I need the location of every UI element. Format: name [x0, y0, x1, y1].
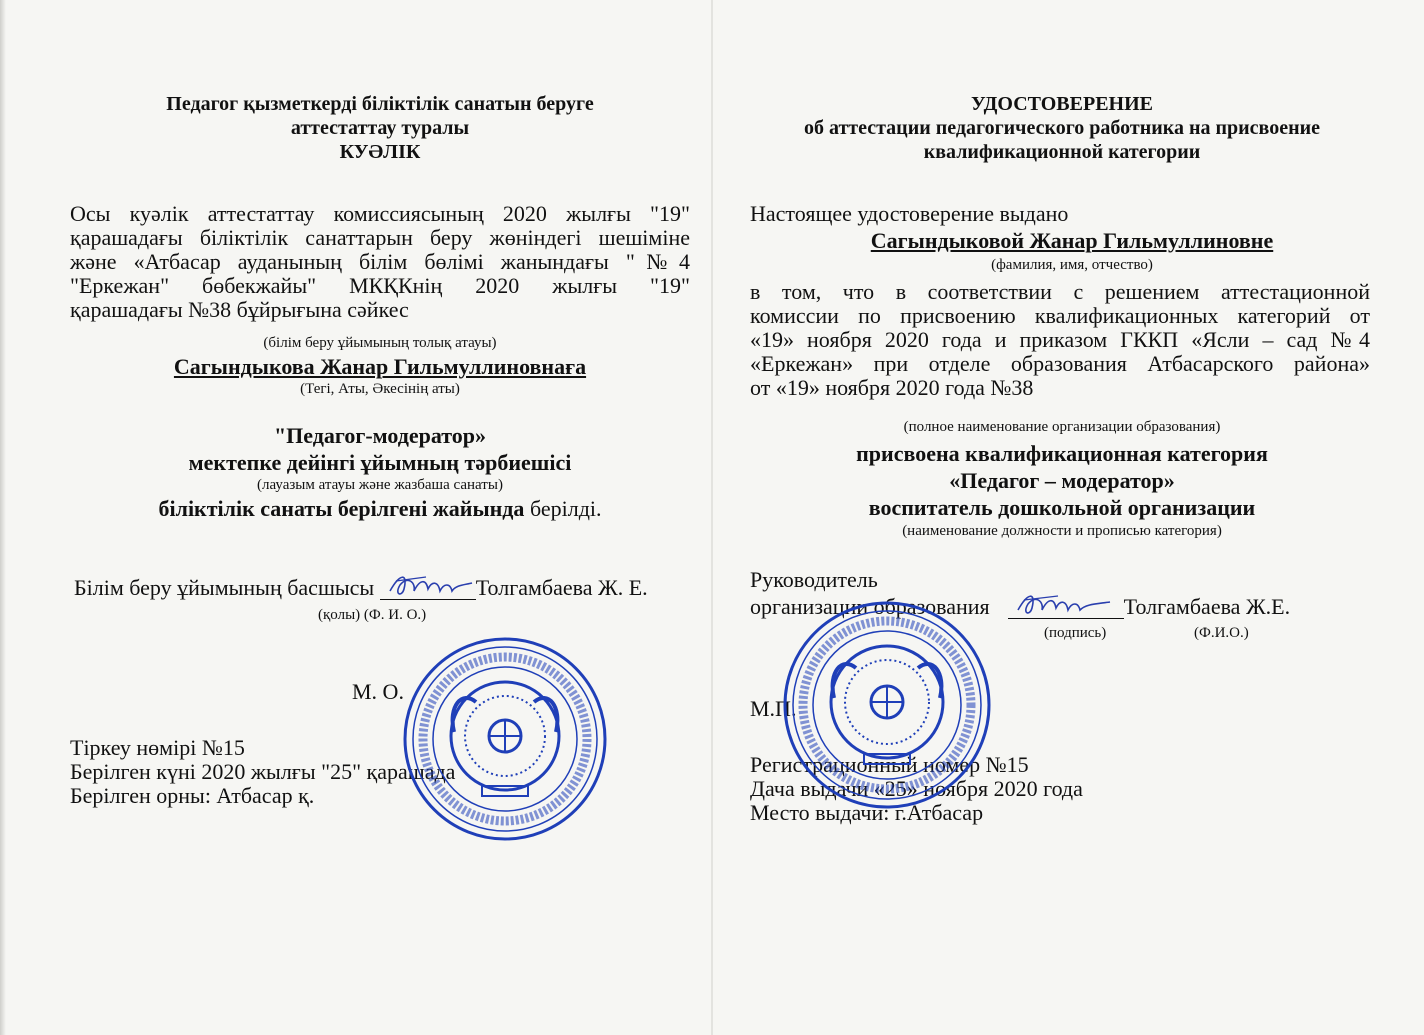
ru-seal-label: М.П.	[750, 696, 797, 721]
ru-body-last: от «19» ноября 2020 года №38	[750, 375, 1034, 400]
ru-title-word: УДОСТОВЕРЕНИЕ	[971, 93, 1153, 115]
kz-head-row	[74, 576, 704, 600]
ru-reg: Регистрационный номер №15	[750, 752, 1029, 777]
ru-head-label2: организации образования	[750, 594, 990, 619]
ru-body	[750, 280, 1370, 400]
russian-side	[712, 0, 1424, 1035]
kz-title	[60, 92, 700, 164]
kz-granted-bold: біліктілік санаты берілгені жайында	[158, 496, 525, 521]
kz-body-line: қарашадағы біліктілік санаттарын беру жөніндегі шешіміне	[70, 225, 690, 250]
kz-place: Берілген орны: Атбасар қ.	[70, 783, 315, 808]
ru-title-line2: об аттестации педагогического работника на присвоение	[803, 117, 1321, 139]
ru-body-line: «Еркежан» при отделе образования Атбасарского района»	[750, 351, 1370, 376]
kz-seal-label: М. О.	[352, 679, 404, 704]
kz-title-word: КУӘЛІК	[339, 141, 421, 163]
kz-org-note: (білім беру ұйымының толық атауы)	[263, 335, 497, 351]
ru-fio-note: (Ф.И.О.)	[1194, 625, 1249, 641]
ru-title-line3: квалификационной категории	[923, 141, 1201, 163]
ru-body-line: комиссии по присвоению квалификационных категорий от	[750, 303, 1370, 328]
ru-date: Дача выдачи «25» ноября 2020 года	[750, 776, 1083, 801]
kz-body	[70, 202, 690, 322]
kz-reg: Тіркеу нөмірі №15	[70, 735, 245, 760]
kz-head-label: Білім беру ұйымының басшысы	[74, 575, 380, 600]
kz-person-name: Сагындыкова Жанар Гильмуллиновнаға	[173, 354, 587, 379]
kz-title-line2: аттестаттау туралы	[290, 117, 470, 139]
kz-sign-note: (қолы) (Ф. И. О.)	[318, 607, 427, 623]
ru-signature-line	[1008, 596, 1124, 619]
signature-icon	[1014, 588, 1114, 622]
kz-title-line1: Педагог қызметкерді біліктілік санатын беруге	[166, 93, 594, 115]
ru-head-label1: Руководитель	[750, 567, 878, 592]
ru-title	[732, 92, 1392, 164]
ru-body-line: «19» ноября 2020 года и приказом ГККП «Ясли – сад №4	[750, 327, 1370, 352]
kz-body-line: және «Атбасар ауданының білім бөлімі жанындағы "№4	[70, 249, 690, 274]
ru-sign-note: (подпись)	[1044, 625, 1107, 641]
ru-head-name: Толгамбаева Ж.Е.	[1123, 594, 1291, 619]
kz-granted-rest: берілді.	[524, 496, 602, 521]
kz-person-note: (Тегі, Аты, Әкесінің аты)	[300, 381, 460, 397]
kz-body-last: қарашадағы №38 бұйрығына сәйкес	[70, 297, 409, 322]
ru-place: Место выдачи: г.Атбасар	[750, 800, 984, 825]
ru-position-note: (наименование должности и прописью категория)	[902, 523, 1222, 539]
kz-position: мектепке дейінгі ұйымның тәрбиешісі	[188, 450, 572, 475]
kz-granted	[60, 497, 700, 521]
official-seal-icon	[782, 600, 992, 810]
ru-category: «Педагог – модератор»	[949, 468, 1175, 493]
ru-position: воспитатель дошкольной организации	[868, 495, 1256, 520]
official-seal-icon	[402, 636, 608, 842]
kz-position-note: (лауазым атауы және жазбаша санаты)	[257, 477, 503, 493]
kz-body-line: Осы куәлік аттестаттау комиссиясының 2020 жылғы "19"	[70, 201, 690, 226]
ru-assigned: присвоена квалификационная категория	[856, 441, 1268, 466]
kz-category: "Педагог-модератор»	[273, 423, 487, 448]
kz-head-name: Толгамбаева Ж. Е.	[475, 575, 648, 600]
ru-org-note: (полное наименование организации образования)	[903, 419, 1221, 435]
kz-date: Берілген күні 2020 жылғы "25" қарашада	[70, 759, 456, 784]
signature-icon	[386, 569, 476, 603]
ru-person-note: (фамилия, имя, отчество)	[991, 257, 1153, 273]
ru-body-line: в том, что в соответствии с решением аттестационной	[750, 279, 1370, 304]
ru-issued-to: Настоящее удостоверение выдано	[750, 201, 1069, 226]
ru-person-name: Сагындыковой Жанар Гильмуллиновне	[870, 228, 1274, 253]
kz-body-line: "Еркежан" бөбекжайы" МКҚКнің 2020 жылғы "19"	[70, 273, 690, 298]
kz-signature-line	[380, 577, 476, 600]
